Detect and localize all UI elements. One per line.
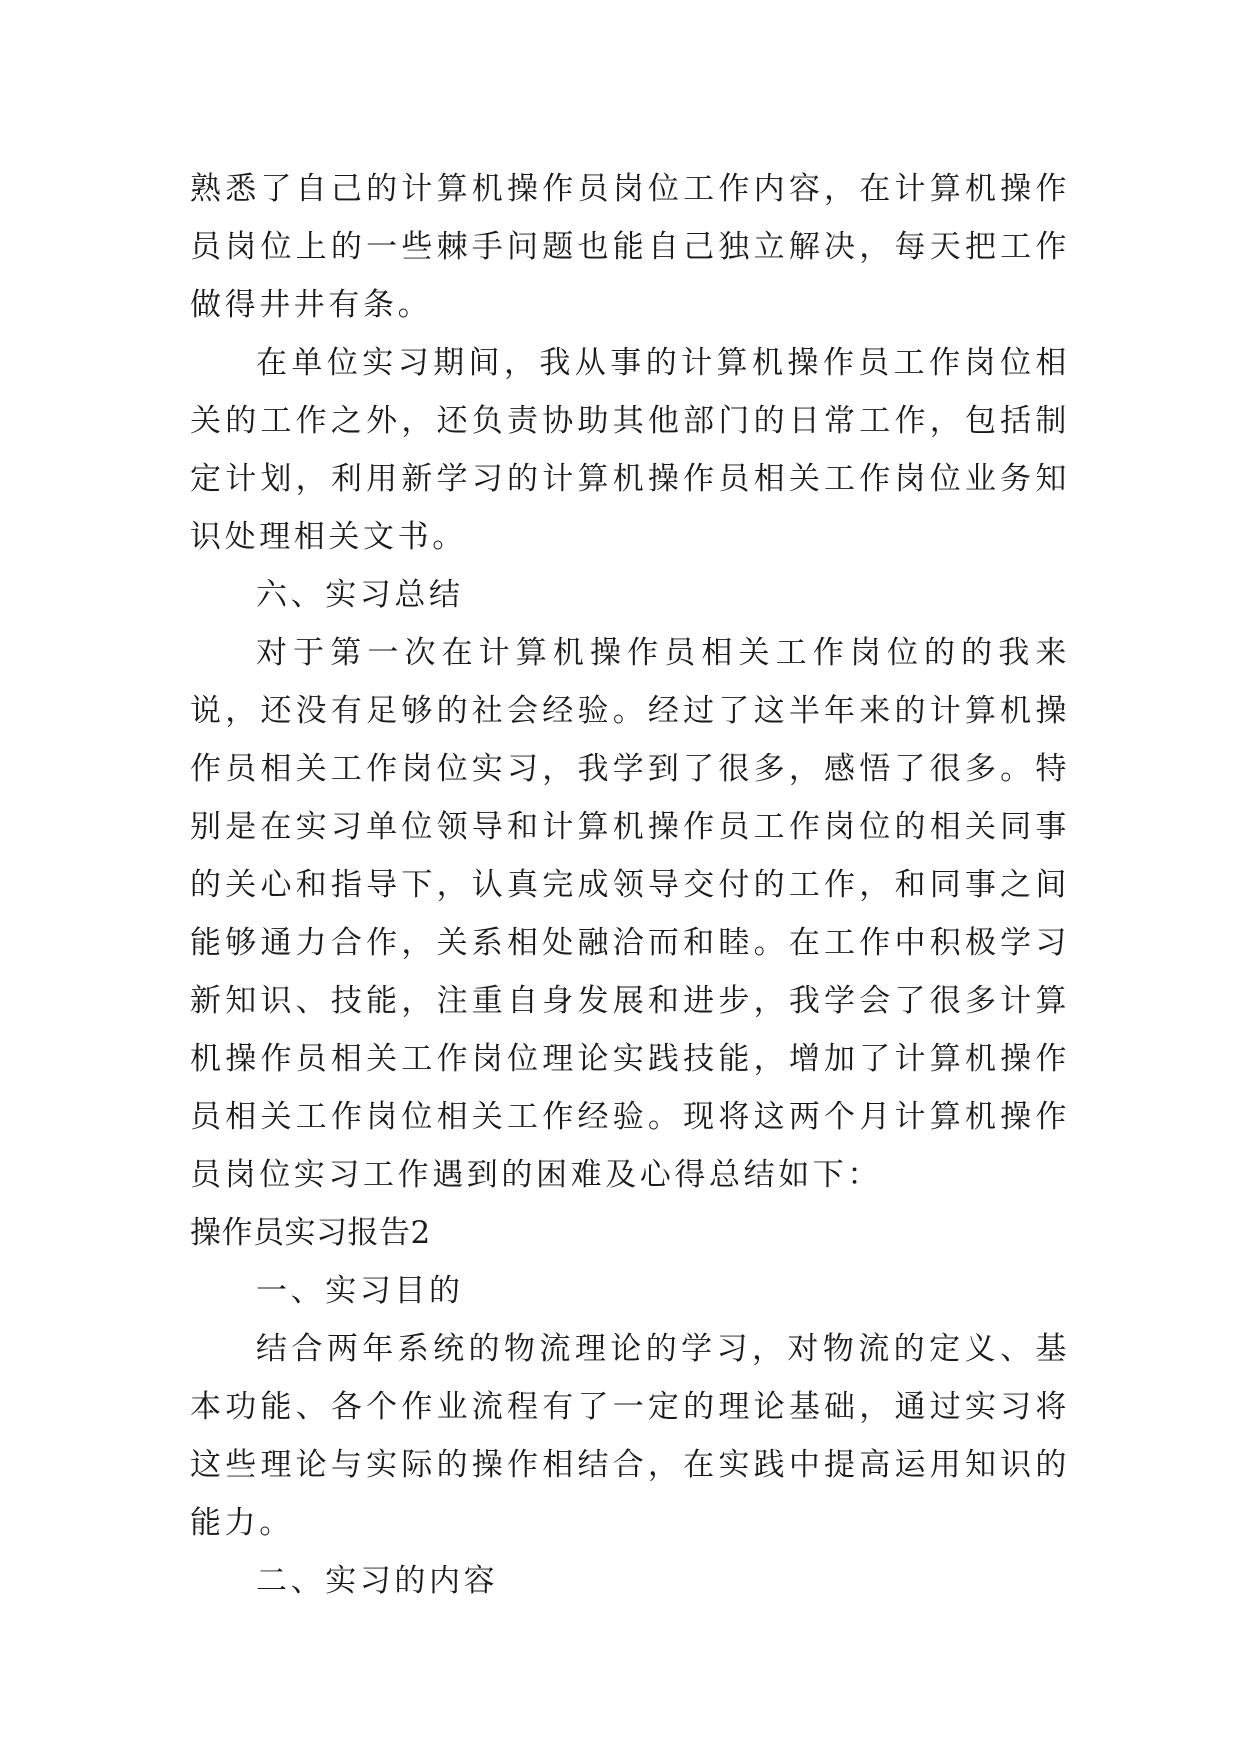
section-title: 操作员实习报告2 — [190, 1215, 431, 1251]
heading-summary: 六、实习总结 — [256, 577, 464, 613]
paragraph-2: 在单位实习期间，我从事的计算机操作员工作岗位相关的工作之外，还负责协助其他部门的日常工作，包括制定计划，利用新学习的计算机操作员相关工作岗位业务知识处理相关文书。 — [190, 345, 1070, 555]
paragraph-3: 对于第一次在计算机操作员相关工作岗位的的我来说，还没有足够的社会经验。经过了这半年来的计算机操作员相关工作岗位实习，我学到了很多，感悟了很多。特别是在实习单位领导和计算机操作员工作岗位的相关同事的关心和指导下，认真完成领导交付的工作，和同事之间能够通力合作，关系相处融洽而和睦。在工作中积极学习新知识、技能，注重自身发展和进步，我学会了很多计算机操作员相关工作岗位理论实践技能，增加了计算机操作员相关工作岗位相关工作经验。现将这两个月计算机操作员岗位实习工作遇到的困难及心得总结如下： — [190, 635, 1070, 1193]
paragraph-1: 熟悉了自己的计算机操作员岗位工作内容，在计算机操作员岗位上的一些棘手问题也能自己独立解决，每天把工作做得井井有条。 — [190, 171, 1070, 323]
document-page — [190, 160, 1070, 1610]
heading-purpose: 一、实习目的 — [256, 1273, 464, 1309]
paragraph-4: 结合两年系统的物流理论的学习，对物流的定义、基本功能、各个作业流程有了一定的理论基础，通过实习将这些理论与实际的操作相结合，在实践中提高运用知识的能力。 — [190, 1331, 1070, 1541]
heading-content: 二、实习的内容 — [256, 1563, 499, 1599]
